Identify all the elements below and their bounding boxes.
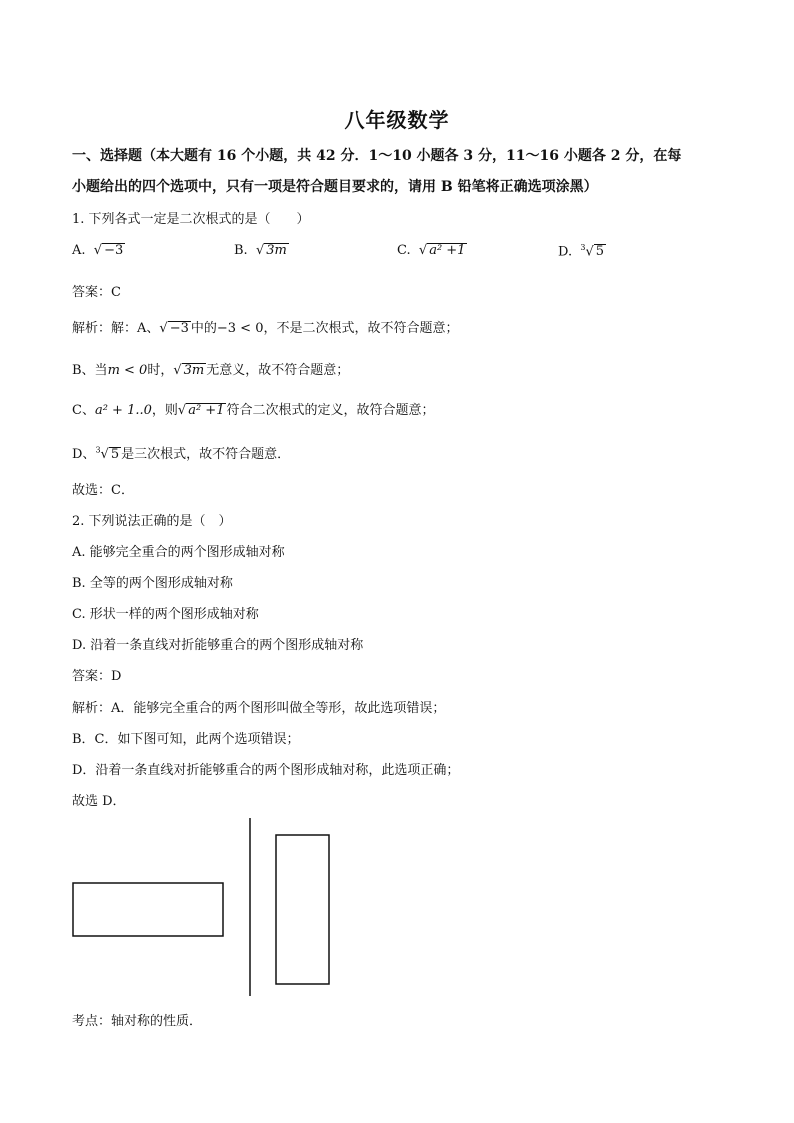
q1-analysis-c: C、a² + 1..0，则√ a² +1 符合二次根式的定义，故符合题意； xyxy=(72,403,435,418)
q2-kaodian: 考点：轴对称的性质． xyxy=(72,1014,203,1029)
q1-option-b: B. √ 3m xyxy=(234,243,287,258)
q1-option-a: A. √ −3 xyxy=(72,243,124,258)
q2-option-d: D. 沿着一条直线对折能够重合的两个图形成轴对称 xyxy=(72,638,364,653)
q1-analysis-d: D、$^3$√ 5 是三次根式，故不符合题意． xyxy=(72,445,291,462)
q2-answer: 答案：D xyxy=(72,669,122,684)
page-title: 八年级数学 xyxy=(344,108,450,132)
q1-option-c-radicand: a² +1 xyxy=(429,243,466,258)
q2-analysis-line-4: 故选 D． xyxy=(72,794,126,809)
q1-option-a-radicand: −3 xyxy=(104,243,124,258)
q1-option-b-radicand: 3m xyxy=(266,243,287,258)
q2-option-a: A. 能够完全重合的两个图形成轴对称 xyxy=(72,545,285,560)
q2-analysis-line-3: D．沿着一条直线对折能够重合的两个图形成轴对称，此选项正确； xyxy=(72,763,460,778)
q2-stem: 2. 下列说法正确的是（ ） xyxy=(72,514,232,529)
section-heading-line-1: 一、选择题（本大题有 16 个小题，共 42 分．1～10 小题各 3 分，11～16 小题各 2 分，在每 xyxy=(72,148,682,164)
vertical-rectangle xyxy=(276,835,329,984)
q1-option-d-radicand: 5 xyxy=(595,244,605,260)
q2-analysis-line-2: B．C．如下图可知，此两个选项错误； xyxy=(72,732,300,747)
q1-answer: 答案：C xyxy=(72,285,121,300)
q1-analysis-b: B、当m < 0时，√ 3m 无意义，故不符合题意； xyxy=(72,363,350,378)
q2-option-c: C. 形状一样的两个图形成轴对称 xyxy=(72,607,259,622)
q2-option-b: B. 全等的两个图形成轴对称 xyxy=(72,576,233,591)
section-heading-line-2: 小题给出的四个选项中，只有一项是符合题目要求的，请用 B 铅笔将正确选项涂黑） xyxy=(72,179,598,195)
q1-stem: 1. 下列各式一定是二次根式的是（ ） xyxy=(72,212,310,227)
q1-conclusion: 故选：C． xyxy=(72,483,134,498)
horizontal-rectangle xyxy=(73,883,223,936)
q2-analysis-line-1: 解析：A．能够完全重合的两个图形叫做全等形，故此选项错误； xyxy=(72,701,446,716)
q1-option-c: C. √ a² +1 xyxy=(397,243,466,258)
q1-option-d: D. $^3$√ 5 xyxy=(558,243,605,260)
q1-analysis-a: 解析：解：A、√ −3 中的−3 < 0，不是二次根式，故不符合题意； xyxy=(72,321,459,336)
